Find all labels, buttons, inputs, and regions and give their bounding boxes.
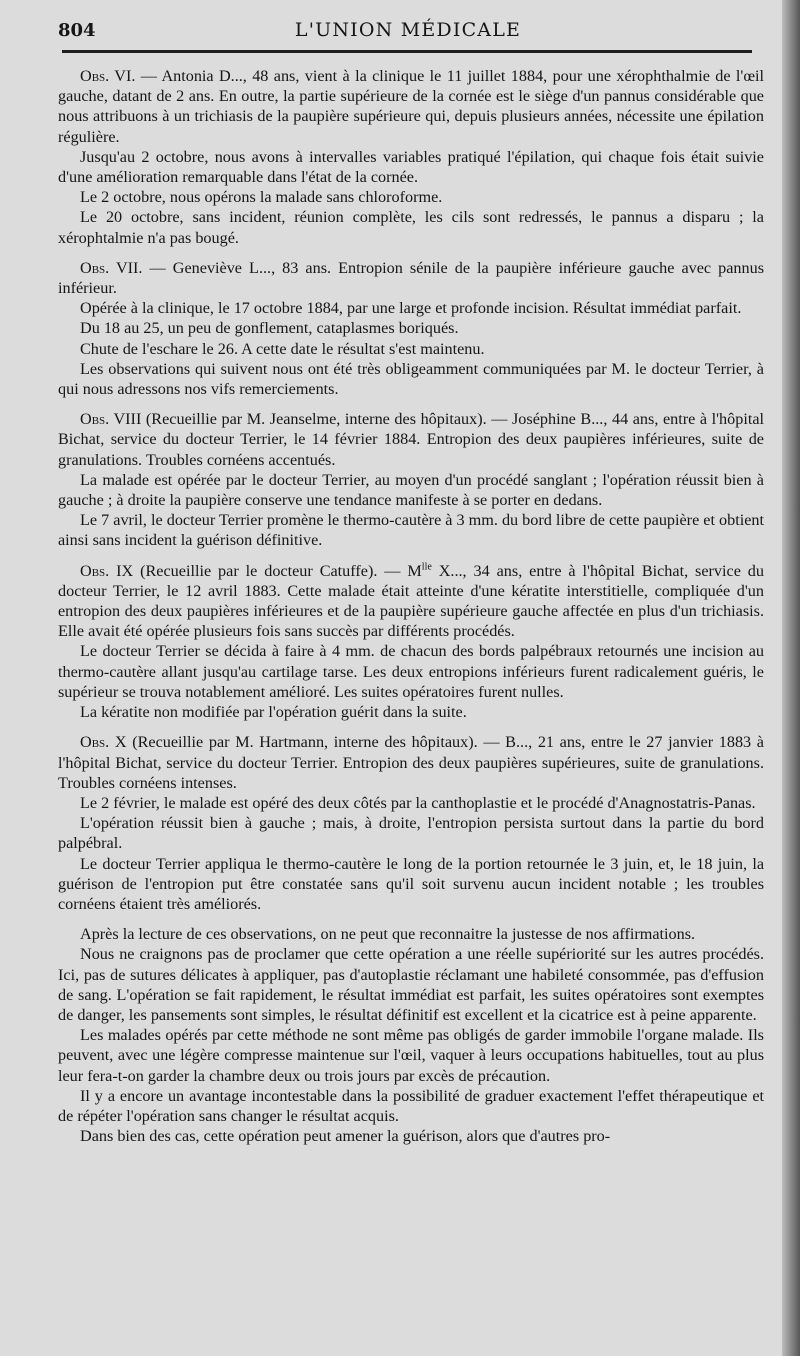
paragraph-obs-10 (58, 732, 764, 793)
paragraph: Opérée à la clinique, le 17 octobre 1884, par une large et profonde incision. Résultat immédiat parfait. (80, 299, 742, 318)
header-rule (62, 50, 752, 53)
paragraph-text: X..., 34 ans, entre à l'hôpital Bichat, service du docteur Terrier, le 12 avril 1883. Cette malade était atteinte d'une kératite interstitielle, compliquée d'un entropion des deux paupières inférieures et de la paupière supérieure gauche affectée en plus d'un trichiasis. Elle avait été opérée plusieurs fois sans succès par différents procédés. (58, 561, 764, 641)
paragraph: Le 2 février, le malade est opéré des deux côtés par la canthoplastie et le procédé d'Anagnostatris-Panas. (80, 793, 756, 812)
paragraph: Il y a encore un avantage incontestable dans la possibilité de graduer exactement l'effet thérapeutique et de répéter l'opération sans changer le résultat acquis. (58, 1086, 764, 1125)
paragraph: Le 7 avril, le docteur Terrier promène le thermo-cautère à 3 mm. du bord libre de cette paupière et obtient ainsi sans incident la guérison définitive. (58, 511, 764, 550)
observation-label: Obs. IX (80, 561, 134, 580)
paragraph: L'opération réussit bien à gauche ; mais, à droite, l'entropion persista surtout dans la partie du bord palpébral. (58, 814, 764, 853)
paragraph: Nous ne craignons pas de proclamer que cette opération a une réelle supériorité sur les autres procédés. Ici, pas de sutures délicates à appliquer, pas d'autoplastie réclamant une habileté consommée, pas d'effusion de sang. L'opération se fait rapidement, le résultat immédiat est parfait, les suites opératoires sont exemptes de danger, les pansements sont simples, le résultat définitif est excellent et la cicatrice est à peine apparente. (58, 945, 764, 1024)
observation-label: Obs. VI. (80, 67, 136, 85)
paragraph: Le 20 octobre, sans incident, réunion complète, les cils sont redressés, le pannus a disparu ; la xérophtalmie n'a pas bougé. (58, 208, 764, 247)
page-header (58, 16, 758, 46)
observation-label: Obs. X (80, 733, 127, 752)
observation-label: Obs. VII. (80, 258, 143, 277)
paragraph-text: — Geneviève L..., 83 ans. Entropion sénile de la paupière inférieure gauche avec pannus inférieur. (58, 258, 765, 298)
paragraph: Dans bien des cas, cette opération peut amener la guérison, alors que d'autres pro- (80, 1127, 611, 1146)
paragraph-obs-6 (58, 66, 764, 147)
paragraph-obs-9 (58, 561, 764, 642)
paragraph: Les observations qui suivent nous ont été très obligeamment communiquées par M. le docteur Terrier, à qui nous adressons nos vifs remerciements. (58, 359, 764, 399)
book-gutter-shadow (782, 0, 800, 1356)
paragraph: La kératite non modifiée par l'opération guérit dans la suite. (80, 703, 467, 722)
paragraph: Le 2 octobre, nous opérons la malade sans chloroforme. (80, 188, 443, 207)
paragraph-text: (Recueillie par M. Hartmann, interne des hôpitaux). — B..., 21 ans, entre le 27 janvier 1883 à l'hôpital Bichat, service du docteur Terrier. Entropion des deux paupières supérieures, suite de granulations. Troubles cornéens intenses. (58, 733, 764, 792)
article-body (58, 66, 764, 1146)
running-title: L'UNION MÉDICALE (294, 19, 522, 41)
paragraph-text: (Recueillie par le docteur Catuffe). — M (133, 561, 422, 580)
superscript: lle (421, 561, 432, 573)
paragraph-text: (Recueillie par M. Jeanselme, interne des hôpitaux). — Joséphine B..., 44 ans, entre à l'hôpital Bichat, service du docteur Terrier, le 14 février 1884. Entropion des deux paupières inférieures, suite de granulations. Troubles cornéens accentués. (58, 410, 764, 469)
paragraph: Du 18 au 25, un peu de gonflement, cataplasmes boriqués. (80, 319, 459, 338)
paragraph-obs-7 (58, 258, 764, 298)
page-number: 804 (58, 20, 96, 41)
paragraph: Après la lecture de ces observations, on ne peut que reconnaitre la justesse de nos affirmations. (80, 925, 696, 944)
paragraph: La malade est opérée par le docteur Terrier, au moyen d'un procédé sanglant ; l'opération réussit bien à gauche ; à droite la paupière conserve une tendance manifeste à se porter en dedans. (58, 470, 764, 510)
paragraph: Jusqu'au 2 octobre, nous avons à intervalles variables pratiqué l'épilation, qui chaque fois était suivie d'une amélioration remarquable dans l'état de la cornée. (58, 147, 764, 187)
observation-label: Obs. VIII (80, 410, 142, 429)
paragraph: Le docteur Terrier appliqua le thermo-cautère le long de la portion retournée le 3 juin, et, le 18 juin, la guérison de l'entropion put être constatée sans qu'il soit survenu aucun incident notable ; les troubles cornéens étaient très améliorés. (58, 854, 764, 913)
paragraph: Le docteur Terrier se décida à faire à 4 mm. de chacun des bords palpébraux retournés une incision au thermo-cautère allant jusqu'au cartilage tarse. Les deux entropions inférieurs furent radicalement guéris, le supérieur se trouva notablement amélioré. Les suites opératoires furent nulles. (58, 642, 764, 701)
paragraph-obs-8 (58, 409, 764, 470)
paragraph: Chute de l'eschare le 26. A cette date le résultat s'est maintenu. (80, 339, 485, 358)
paragraph: Les malades opérés par cette méthode ne sont même pas obligés de garder immobile l'organe malade. Ils peuvent, avec une légère compresse maintenue sur l'œil, vaquer à leurs occupations habituelles, tout au plus leur fera-t-on garder la chambre deux ou trois jours par excès de précaution. (58, 1026, 764, 1085)
paragraph-text: — Antonia D..., 48 ans, vient à la clinique le 11 juillet 1884, pour une xérophthalmie de l'œil gauche, datant de 2 ans. En outre, la partie supérieure de la cornée est le siège d'un pannus considérable que nous attribuons à un trichiasis de la paupière supérieure qui, depuis plusieurs années, nécessite une épilation régulière. (58, 67, 764, 146)
